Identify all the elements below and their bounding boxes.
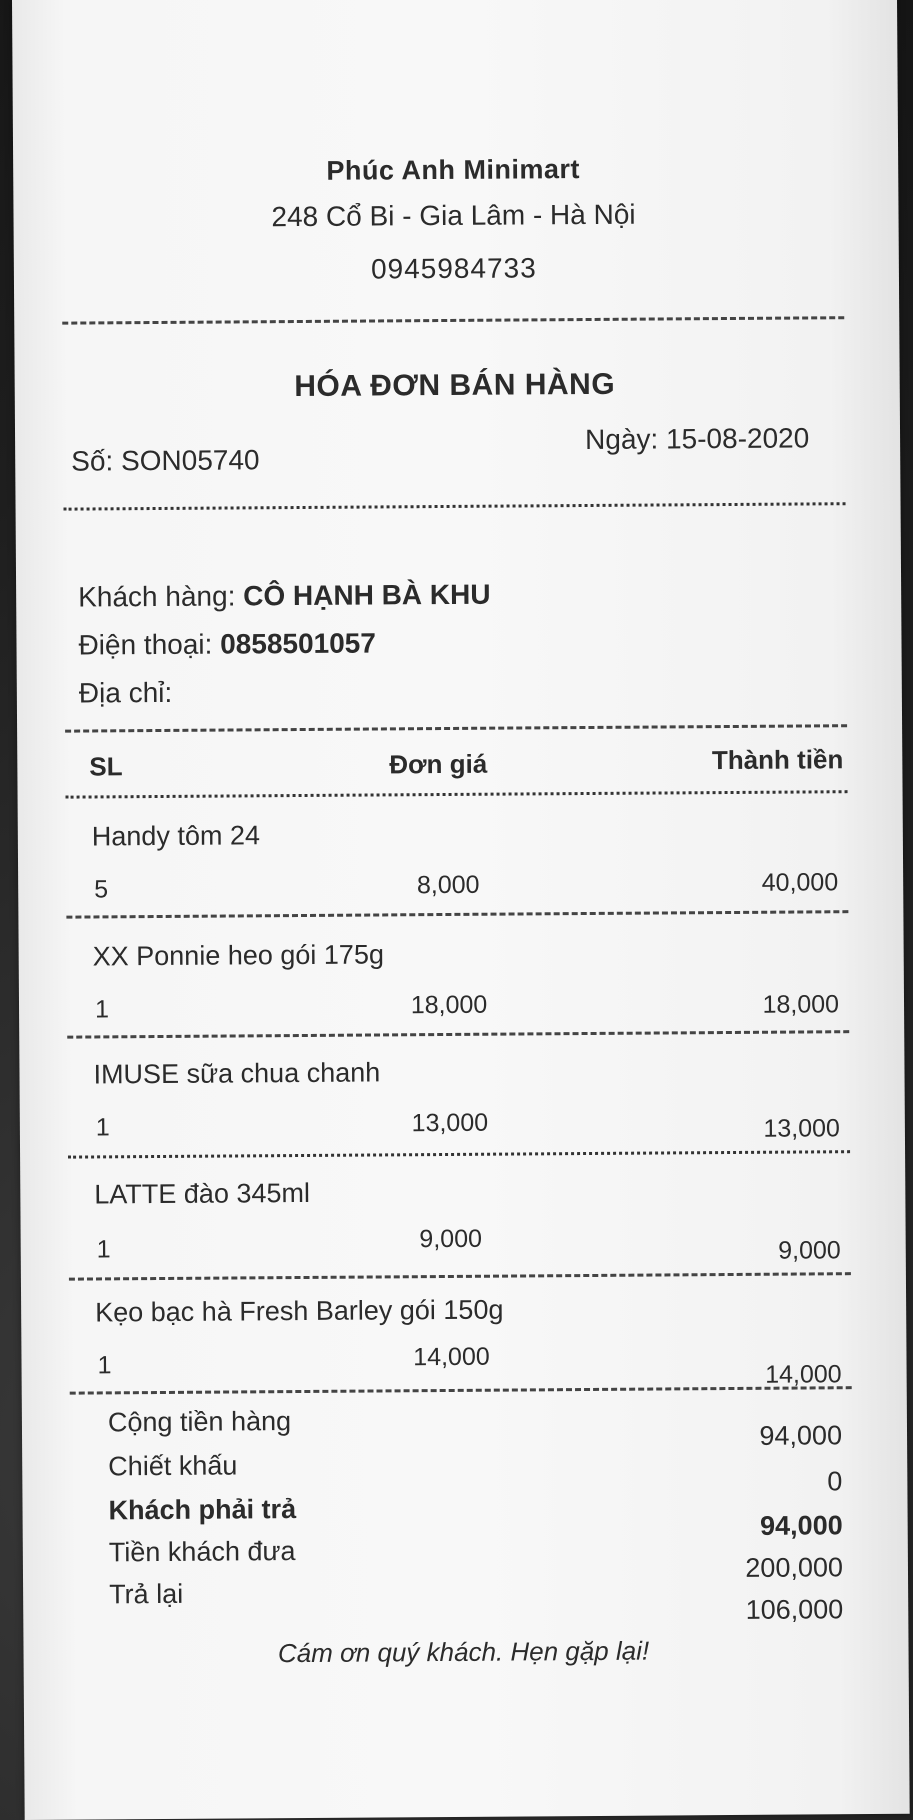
item-name: XX Ponnie heo gói 175g [92,939,385,972]
store-phone: 0945984733 [370,252,537,285]
amount-paid-label: Tiền khách đưa [108,1536,296,1568]
divider [64,502,846,510]
change-label: Trả lại [109,1578,184,1610]
item-qty: 1 [95,1113,110,1142]
column-header-unit-price: Đơn giá [389,748,488,780]
subtotal-value: 94,000 [759,1420,843,1451]
invoice-number [71,444,260,477]
amount-due-value: 94,000 [759,1510,843,1541]
customer-name-label: Khách hàng: [78,580,236,613]
item-total: 40,000 [761,868,839,897]
customer-name-row [78,579,491,614]
store-address: 248 Cổ Bi - Gia Lâm - Hà Nội [271,198,636,233]
item-qty: 1 [94,995,110,1024]
customer-address-row [79,677,173,710]
invoice-date-label: Ngày: [584,423,659,456]
change-value: 106,000 [745,1594,844,1625]
item-total: 13,000 [763,1114,840,1143]
customer-phone-row [78,627,376,661]
item-total: 18,000 [762,990,840,1019]
customer-address-label: Địa chỉ: [78,676,173,709]
divider [69,1272,851,1280]
invoice-date [585,422,809,456]
item-qty: 1 [97,1351,112,1380]
invoice-title: HÓA ĐƠN BÁN HÀNG [294,367,616,404]
divider [65,724,847,732]
discount-value: 0 [827,1466,843,1497]
divider [66,790,848,798]
divider [66,910,848,918]
customer-name: CÔ HẠNH BÀ KHU [243,578,491,612]
item-name: LATTE đào 345ml [94,1177,311,1210]
invoice-date-value: 15-08-2020 [665,422,810,455]
divider [68,1150,850,1158]
item-unit-price: 9,000 [419,1224,483,1254]
item-unit-price: 8,000 [416,870,480,900]
item-qty: 5 [94,875,109,904]
customer-phone-label: Điện thoại: [78,628,213,661]
item-total: 14,000 [765,1360,842,1389]
divider [67,1030,849,1038]
amount-due-label: Khách phải trả [108,1494,297,1526]
divider [62,316,844,324]
thank-you-message: Cám ơn quý khách. Hẹn gặp lại! [277,1635,650,1669]
subtotal-label: Cộng tiền hàng [107,1406,292,1438]
invoice-number-label: Số: [71,445,114,477]
store-name: Phúc Anh Minimart [326,154,581,186]
customer-phone: 0858501057 [220,627,376,660]
item-total: 9,000 [778,1236,841,1265]
discount-label: Chiết khấu [108,1450,238,1482]
divider [70,1386,852,1394]
amount-paid-value: 200,000 [745,1552,844,1583]
item-unit-price: 13,000 [411,1108,489,1138]
column-header-qty: SL [89,751,123,782]
column-header-total: Thành tiền [711,744,844,776]
item-name: Handy tôm 24 [91,820,261,852]
item-name: Kẹo bạc hà Fresh Barley gói 150g [95,1294,504,1328]
invoice-number-value: SON05740 [120,444,260,477]
item-name: IMUSE sữa chua chanh [93,1057,381,1090]
item-qty: 1 [96,1235,111,1264]
item-unit-price: 14,000 [413,1342,490,1372]
receipt-paper [12,0,910,1820]
item-unit-price: 18,000 [410,990,488,1020]
